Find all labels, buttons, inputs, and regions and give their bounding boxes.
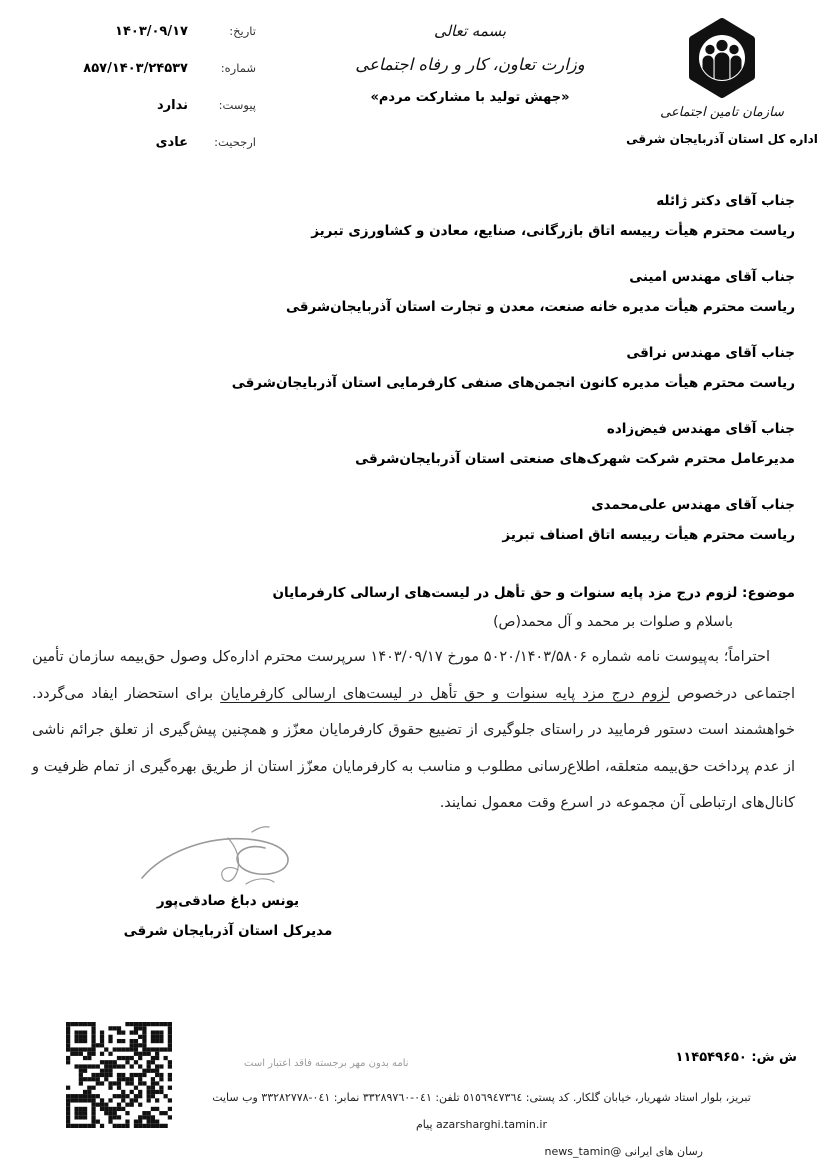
recipient-title: ریاست محترم هیأت مدیره خانه صنعت، معدن و تجارت استان آذربایجان‌شرقی [285,299,795,315]
signer-title: مدیرکل استان آذربایجان شرقی [123,923,333,939]
subject-line: موضوع: لزوم درج مزد پایه سنوات و حق تأهل در لیست‌های ارسالی کارفرمایان [272,585,795,601]
body-text-part2: برای استحضار ایفاد می‌گردد. خواهشمند است دستور فرمایید در راستای جلوگیری از تضییع حقوق کارفرمایان معزّز و همچنین پیش‌گیری از تعلق جرائم ناشی از عدم پرداخت حق‌بیمه متعلقه، اطلاع‌رسانی مطلوب و مناسب به کارفرمایان معزّز استان از طریق بهره‌گیری از تمام ظرفیت و کانال‌های ارتباطی آن مجموعه در اسرع وقت معمول نمایند. [32,685,795,811]
tracking-label: ش ش: [751,1050,797,1065]
recipient-1 [32,186,795,246]
number-value: ۸۵۷/۱۴۰۳/۲۴۵۳۷ [83,61,188,76]
salutation-line: باسلام و صلوات بر محمد و آل محمد(ص) [493,614,733,630]
letter-content [32,186,795,822]
recipient-3 [32,338,795,398]
date-value: ۱۴۰۳/۰۹/۱۷ [115,24,188,39]
recipient-name: جناب آقای مهندس امینی [629,269,795,285]
footer-contact [168,1084,795,1165]
recipient-5 [32,490,795,550]
signer-name: یونس دباغ صادقی‌پور [156,893,300,909]
ministry-name: وزارت تعاون، کار و رفاه اجتماعی [355,55,585,74]
contact-line-1: تبریز، بلوار استاد شهریار، خیابان گلکار. کد پستی: ٥١٥٦٩٤٧٣٦٤ تلفن: ٠٤١-٣٣٢٨٩٧٦٠ نمابر: ٠٤١-٣٣٢٨٢٧٧٨ وب سایت azarsharghi.tamin.ir پیام [212,1091,751,1131]
recipient-name: جناب آقای مهندس علی‌محمدی [591,497,795,513]
body-text-part1: احتراماً؛ به‌پیوست نامه شماره ۵۰۲۰/۱۴۰۳/۵۸۰۶ مورخ ۱۴۰۳/۰۹/۱۷ سرپرست محترم اداره‌کل وصول حق‌بیمه سازمان تأمین اجتماعی درخصوص [32,649,795,702]
provincial-office-name: اداره کل استان آذربایجان شرقی [626,132,818,146]
priority-value: عادی [155,135,188,150]
header-center [318,22,622,105]
social-security-organization-logo-icon [684,83,760,102]
recipient-name: جناب آقای مهندس فیض‌زاده [606,421,795,437]
body-text-underlined: لزوم درج مزد پایه سنوات و حق تأهل در لیست‌های ارسالی کارفرمایان [220,685,670,702]
meta-row-number [58,61,256,98]
body-paragraph [32,639,795,822]
letter-meta-block [58,24,256,172]
tracking-number [675,1050,797,1065]
attachment-value: ندارد [156,98,188,113]
recipient-title: مدیرعامل محترم شرکت شهرک‌های صنعتی استان آذربایجان‌شرقی [355,451,795,467]
priority-label: ارجحیت: [214,135,256,149]
validity-note: نامه بدون مهر برجسته فاقد اعتبار است [244,1058,409,1069]
header-right [626,18,818,146]
recipient-2 [32,262,795,322]
besmele-calligraphy: بسمه تعالی [433,22,507,40]
number-label: شماره: [220,61,256,75]
contact-line-2: رسان های ایرانی @news_tamin [544,1145,703,1158]
meta-row-priority [58,135,256,172]
org-name-calligraphy: سازمان تامین اجتماعی [660,105,784,120]
meta-row-date [58,24,256,61]
recipient-title: ریاست محترم هیأت مدیره کانون انجمن‌های صنفی کارفرمایی استان آذربایجان‌شرقی [231,375,795,391]
date-label: تاریخ: [229,24,256,38]
year-slogan: «جهش تولید با مشارکت مردم» [370,90,570,105]
signature-block [92,824,364,946]
recipient-name: جناب آقای دکتر ژائله [656,193,795,209]
meta-row-attachment [58,98,256,135]
qr-code-icon [66,1022,172,1132]
handwritten-signature-icon [92,824,364,892]
recipient-name: جناب آقای مهندس نراقی [626,345,795,361]
tracking-value: ۱۱۴۵۴۹۶۵۰ [675,1050,747,1065]
attachment-label: پیوست: [218,98,256,112]
recipient-title: ریاست محترم هیأت رییسه اتاق اصناف تبریز [502,527,795,543]
recipient-title: ریاست محترم هیأت رییسه اتاق بازرگانی، صنایع، معادن و کشاورزی تبریز [311,223,795,239]
recipient-4 [32,414,795,474]
